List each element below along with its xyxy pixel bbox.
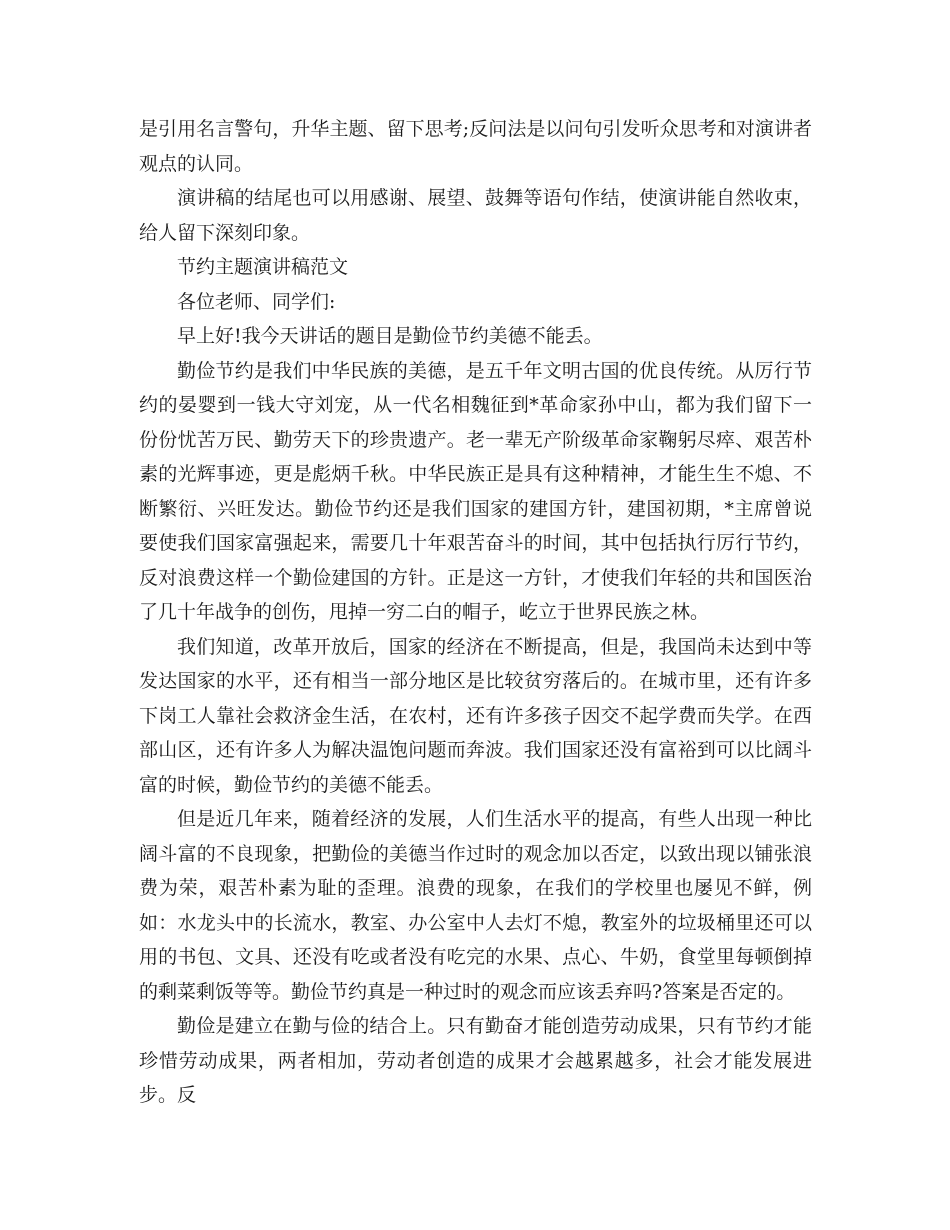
paragraph: 我们知道，改革开放后，国家的经济在不断提高，但是，我国尚未达到中等发达国家的水平，还有相当一部分地区是比较贫穷落后的。在城市里，还有许多下岗工人靠社会救济金生活，在农村，还有许多孩子因交不起学费而失学。在西部山区，还有许多人为解决温饱问题而奔波。我们国家还没有富裕到可以比阔斗富的时候，勤俭节约的美德不能丢。 (139, 635, 812, 796)
paragraph: 勤俭节约是我们中华民族的美德，是五千年文明古国的优良传统。从厉行节约的晏婴到一钱大守刘宠，从一代名相魏征到*革命家孙中山，都为我们留下一份份忧苦万民、勤劳天下的珍贵遗产。老一辈无产阶级革命家鞠躬尽瘁、艰苦朴素的光辉事迹，更是彪炳千秋。中华民族正是具有这种精神，才能生生不熄、不断繁衍、兴旺发达。勤俭节约还是我们国家的建国方针，建国初期，*主席曾说要使我们国家富强起来，需要几十年艰苦奋斗的时间，其中包括执行厉行节约，反对浪费这样一个勤俭建国的方针。正是这一方针，才使我们年轻的共和国医治了几十年战争的创伤，甩掉一穷二白的帽子，屹立于世界民族之林。 (139, 359, 812, 623)
paragraph: 演讲稿的结尾也可以用感谢、展望、鼓舞等语句作结，使演讲能自然收束，给人留下深刻印象。 (139, 187, 812, 244)
paragraph: 是引用名言警句，升华主题、留下思考;反问法是以问句引发听众思考和对演讲者观点的认同。 (139, 118, 812, 175)
section-title: 节约主题演讲稿范文 (177, 256, 349, 278)
document-body (139, 112, 812, 1113)
greeting: 早上好!我今天讲话的题目是勤俭节约美德不能丢。 (177, 325, 603, 347)
paragraph: 勤俭是建立在勤与俭的结合上。只有勤奋才能创造劳动成果，只有节约才能珍惜劳动成果，两者相加，劳动者创造的成果才会越累越多，社会才能发展进步。反 (139, 1015, 812, 1106)
paragraph: 但是近几年来，随着经济的发展，人们生活水平的提高，有些人出现一种比阔斗富的不良现象，把勤俭的美德当作过时的观念加以否定，以致出现以铺张浪费为荣，艰苦朴素为耻的歪理。浪费的现象，在我们的学校里也屡见不鲜，例如：水龙头中的长流水，教室、办公室中人去灯不熄，教室外的垃圾桶里还可以用的书包、文具、还没有吃或者没有吃完的水果、点心、牛奶，食堂里每顿倒掉的剩菜剩饭等等。勤俭节约真是一种过时的观念而应该丢弃吗?答案是否定的。 (139, 808, 812, 1003)
salutation: 各位老师、同学们: (177, 290, 336, 313)
